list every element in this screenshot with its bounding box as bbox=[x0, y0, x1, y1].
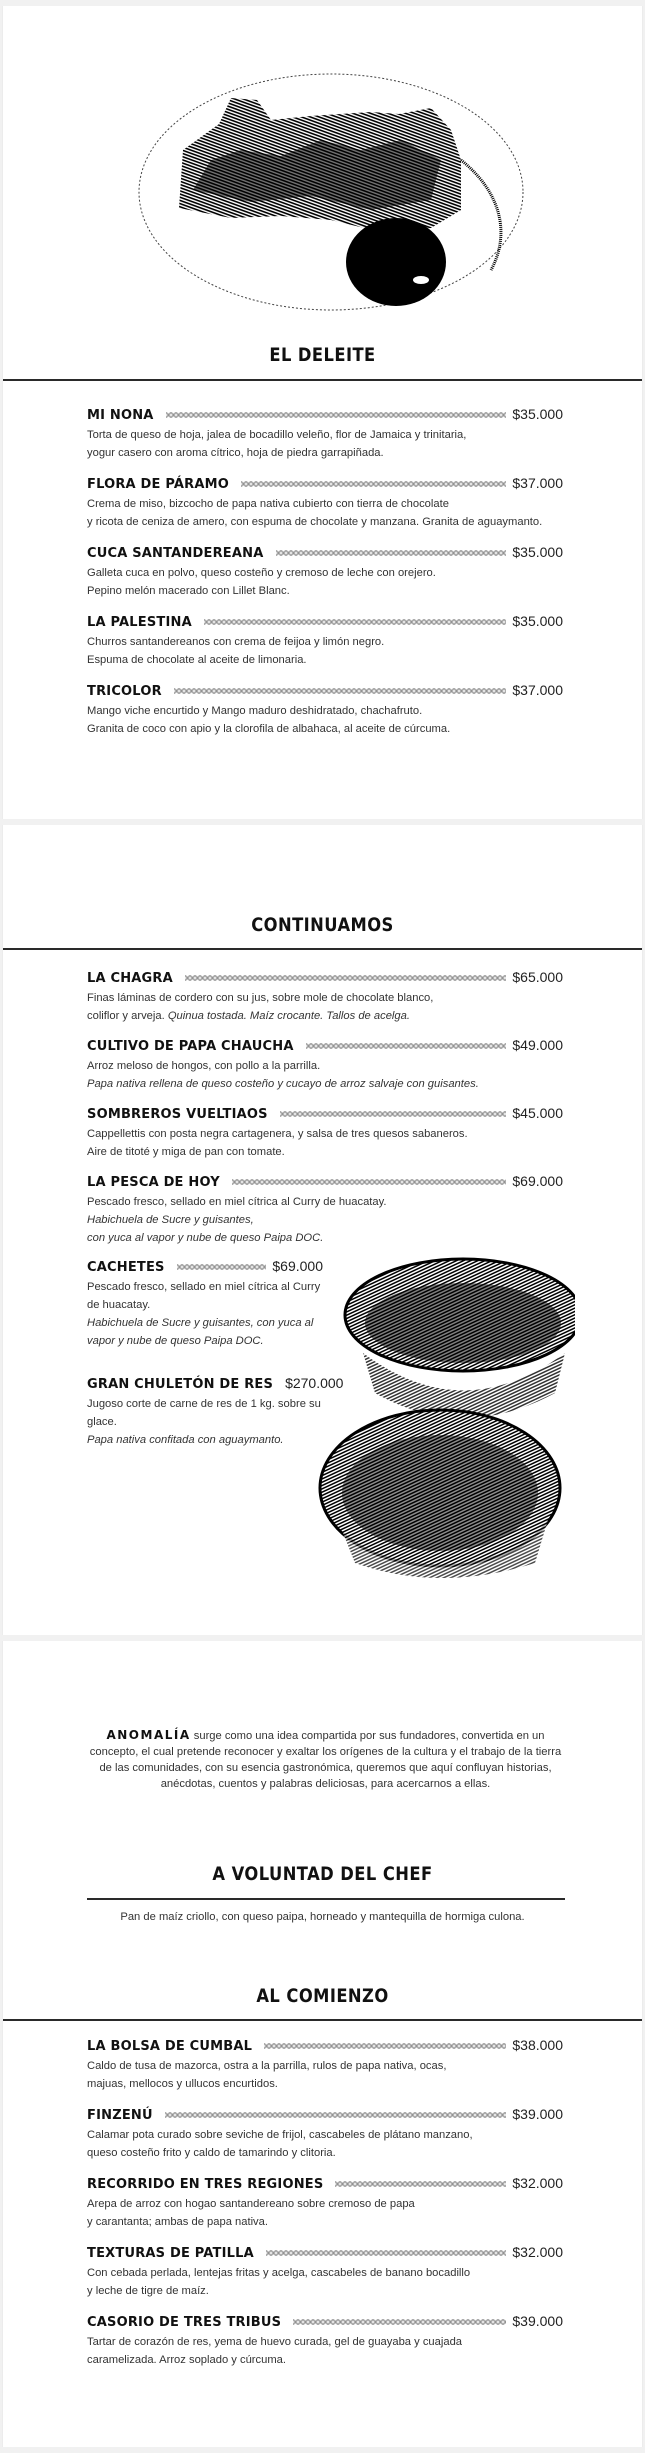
section-divider bbox=[87, 1898, 565, 1900]
bowls-illustration bbox=[315, 1253, 575, 1583]
dessert-plate-illustration bbox=[131, 70, 531, 314]
section-title-chef: A VOLUNTAD DEL CHEF bbox=[212, 1863, 433, 1885]
diamond-leader-icon bbox=[276, 550, 507, 556]
dish-name: LA BOLSA DE CUMBAL bbox=[87, 2039, 253, 2054]
menu-item bbox=[87, 2106, 563, 2162]
menu-page-comienzo bbox=[2, 1641, 643, 2447]
dish-name: CASORIO DE TRES TRIBUS bbox=[87, 2315, 282, 2330]
dish-description-italic: Habichuela de Sucre y guisantes, con yuca al vapor y nube de queso Paipa DOC. bbox=[87, 1317, 314, 1347]
dish-name: FINZENÚ bbox=[87, 2108, 153, 2123]
brand-wordmark: ANOMALÍA bbox=[106, 1728, 191, 1742]
diamond-leader-icon bbox=[306, 1043, 507, 1049]
dish-price: $65.000 bbox=[512, 969, 563, 985]
dish-price: $37.000 bbox=[512, 475, 563, 491]
dish-price: $37.000 bbox=[512, 682, 563, 698]
dish-price: $38.000 bbox=[512, 2037, 563, 2053]
dish-description-italic: Habichuela de Sucre y guisantes, bbox=[87, 1214, 254, 1226]
menu-page-continuamos bbox=[2, 825, 643, 1635]
dish-description: Pescado fresco, sellado en miel cítrica al Curry de huacatay. bbox=[87, 1196, 387, 1208]
menu-item bbox=[87, 406, 563, 462]
dish-description: yogur casero con aroma cítrico, hoja de piedra garrapiñada. bbox=[87, 447, 384, 459]
section-title-deleite: EL DELEITE bbox=[269, 344, 376, 366]
chef-description: Pan de maíz criollo, con queso paipa, horneado y mantequilla de hormiga culona. bbox=[120, 1911, 525, 1923]
dish-description: caramelizada. Arroz soplado y cúrcuma. bbox=[87, 2354, 286, 2366]
dish-price: $32.000 bbox=[512, 2175, 563, 2191]
dish-name: TRICOLOR bbox=[87, 684, 162, 699]
dish-description: Granita de coco con apio y la clorofila de albahaca, al aceite de cúrcuma. bbox=[87, 723, 451, 735]
dish-name: LA PESCA DE HOY bbox=[87, 1175, 220, 1190]
about-text: surge como una idea compartida por sus fundadores, convertida en un concepto, el cual pretende reconocer y exaltar los orígenes de la cultura y el trabajo de la tierra de las comunidades, con su esencia gastronómica, queremos que aquí confluyan historias, anécdotas, cuentos y palabras deliciosas, para acercarnos a ellas. bbox=[89, 1730, 562, 1790]
dish-description: Mango viche encurtido y Mango maduro deshidratado, chachafruto. bbox=[87, 705, 423, 717]
dish-description: Finas láminas de cordero con su jus, sobre mole de chocolate blanco, bbox=[87, 992, 434, 1004]
dish-price: $69.000 bbox=[512, 1173, 563, 1189]
section-divider bbox=[3, 948, 642, 950]
menu-item bbox=[87, 475, 563, 531]
dish-price: $32.000 bbox=[512, 2244, 563, 2260]
menu-item bbox=[87, 2175, 563, 2231]
section-title-comienzo: AL COMIENZO bbox=[256, 1985, 389, 2007]
menu-item bbox=[87, 2037, 563, 2093]
dish-description: Espuma de chocolate al aceite de limonaria. bbox=[87, 654, 307, 666]
dish-name: CUCA SANTANDEREANA bbox=[87, 546, 264, 561]
dish-description: y leche de tigre de maíz. bbox=[87, 2285, 209, 2297]
diamond-leader-icon bbox=[280, 1111, 507, 1117]
menu-item bbox=[87, 1173, 563, 1247]
menu-item bbox=[87, 1037, 563, 1093]
diamond-leader-icon bbox=[266, 2250, 507, 2256]
dish-price: $39.000 bbox=[512, 2106, 563, 2122]
dish-description: Calamar pota curado sobre seviche de frijol, cascabeles de plátano manzano, bbox=[87, 2129, 473, 2141]
diamond-leader-icon bbox=[185, 975, 506, 981]
section-title-continuamos: CONTINUAMOS bbox=[251, 914, 394, 936]
dish-name: CACHETES bbox=[87, 1260, 165, 1275]
diamond-leader-icon bbox=[166, 412, 507, 418]
menu-item bbox=[87, 544, 563, 600]
dish-description: Arroz meloso de hongos, con pollo a la parrilla. bbox=[87, 1060, 321, 1072]
dish-price: $39.000 bbox=[512, 2313, 563, 2329]
dish-price: $69.000 bbox=[272, 1258, 323, 1274]
dish-name: MI NONA bbox=[87, 408, 154, 423]
dish-description-italic: Papa nativa rellena de queso costeño y cucayo de arroz salvaje con guisantes. bbox=[87, 1078, 479, 1090]
menu-item bbox=[87, 2313, 563, 2369]
dish-description: Caldo de tusa de mazorca, ostra a la parrilla, rulos de papa nativa, ocas, bbox=[87, 2060, 447, 2072]
about-paragraph bbox=[83, 1727, 568, 1792]
dish-description: Galleta cuca en polvo, queso costeño y cremoso de leche con orejero. bbox=[87, 567, 436, 579]
dish-description: Con cebada perlada, lentejas fritas y acelga, cascabeles de banano bocadillo bbox=[87, 2267, 471, 2279]
menu-item bbox=[87, 2244, 563, 2300]
diamond-leader-icon bbox=[264, 2043, 506, 2049]
diamond-leader-icon bbox=[204, 619, 507, 625]
dish-name: SOMBREROS VUELTIAOS bbox=[87, 1107, 268, 1122]
dish-description: Jugoso corte de carne de res de 1 kg. sobre su glace. bbox=[87, 1398, 321, 1428]
dish-name: CULTIVO DE PAPA CHAUCHA bbox=[87, 1039, 294, 1054]
dish-description: Aire de titoté y miga de pan con tomate. bbox=[87, 1146, 285, 1158]
dish-description: y carantanta; ambas de papa nativa. bbox=[87, 2216, 268, 2228]
dish-name: GRAN CHULETÓN DE RES bbox=[87, 1377, 274, 1392]
dish-description: y ricota de ceniza de amero, con espuma de chocolate y manzana. Granita de aguaymanto. bbox=[87, 516, 543, 528]
dish-description-italic: Quinua tostada. Maíz crocante. Tallos de acelga. bbox=[167, 1010, 410, 1022]
menu-item bbox=[87, 682, 563, 738]
dish-name: FLORA DE PÁRAMO bbox=[87, 477, 230, 492]
menu-item bbox=[87, 613, 563, 669]
diamond-leader-icon bbox=[165, 2112, 507, 2118]
dish-price: $35.000 bbox=[512, 406, 563, 422]
dish-name: TEXTURAS DE PATILLA bbox=[87, 2246, 254, 2261]
dish-description: Crema de miso, bizcocho de papa nativa cubierto con tierra de chocolate bbox=[87, 498, 449, 510]
dish-price: $35.000 bbox=[512, 613, 563, 629]
dish-description: Cappellettis con posta negra cartagenera, y salsa de tres quesos sabaneros. bbox=[87, 1128, 468, 1140]
diamond-leader-icon bbox=[232, 1179, 507, 1185]
dish-price: $270.000 bbox=[285, 1375, 344, 1391]
menu-item bbox=[87, 1105, 563, 1161]
dish-description: Pescado fresco, sellado en miel cítrica al Curry de huacatay. bbox=[87, 1281, 321, 1311]
dish-name: RECORRIDO EN TRES REGIONES bbox=[87, 2177, 324, 2192]
diamond-leader-icon bbox=[241, 481, 506, 487]
dish-description: Churros santandereanos con crema de feijoa y limón negro. bbox=[87, 636, 385, 648]
menu-item bbox=[87, 1258, 323, 1350]
dish-name: LA CHAGRA bbox=[87, 971, 173, 986]
dish-description: queso costeño frito y caldo de tamarindo y clitoria. bbox=[87, 2147, 336, 2159]
diamond-leader-icon bbox=[174, 688, 507, 694]
dish-description: Tartar de corazón de res, yema de huevo curada, gel de guayaba y cuajada bbox=[87, 2336, 463, 2348]
dish-description: Arepa de arroz con hogao santandereano sobre cremoso de papa bbox=[87, 2198, 415, 2210]
diamond-leader-icon bbox=[177, 1264, 267, 1270]
dish-name: LA PALESTINA bbox=[87, 615, 192, 630]
menu-item bbox=[87, 1375, 344, 1449]
dish-price: $35.000 bbox=[512, 544, 563, 560]
menu-page-deleite bbox=[2, 6, 643, 819]
dish-description-italic: Papa nativa confitada con aguaymanto. bbox=[87, 1434, 284, 1446]
dish-description-italic: con yuca al vapor y nube de queso Paipa DOC. bbox=[87, 1232, 324, 1244]
dish-description: coliflor y arveja. bbox=[87, 1010, 165, 1022]
dish-price: $45.000 bbox=[512, 1105, 563, 1121]
menu-item bbox=[87, 969, 563, 1025]
diamond-leader-icon bbox=[335, 2181, 506, 2187]
diamond-leader-icon bbox=[293, 2319, 506, 2325]
dish-description: majuas, mellocos y ullucos encurtidos. bbox=[87, 2078, 278, 2090]
dish-description: Pepino melón macerado con Lillet Blanc. bbox=[87, 585, 290, 597]
dish-price: $49.000 bbox=[512, 1037, 563, 1053]
section-divider bbox=[3, 2019, 642, 2021]
section-divider bbox=[3, 379, 642, 381]
dish-description: Torta de queso de hoja, jalea de bocadillo veleño, flor de Jamaica y trinitaria, bbox=[87, 429, 467, 441]
